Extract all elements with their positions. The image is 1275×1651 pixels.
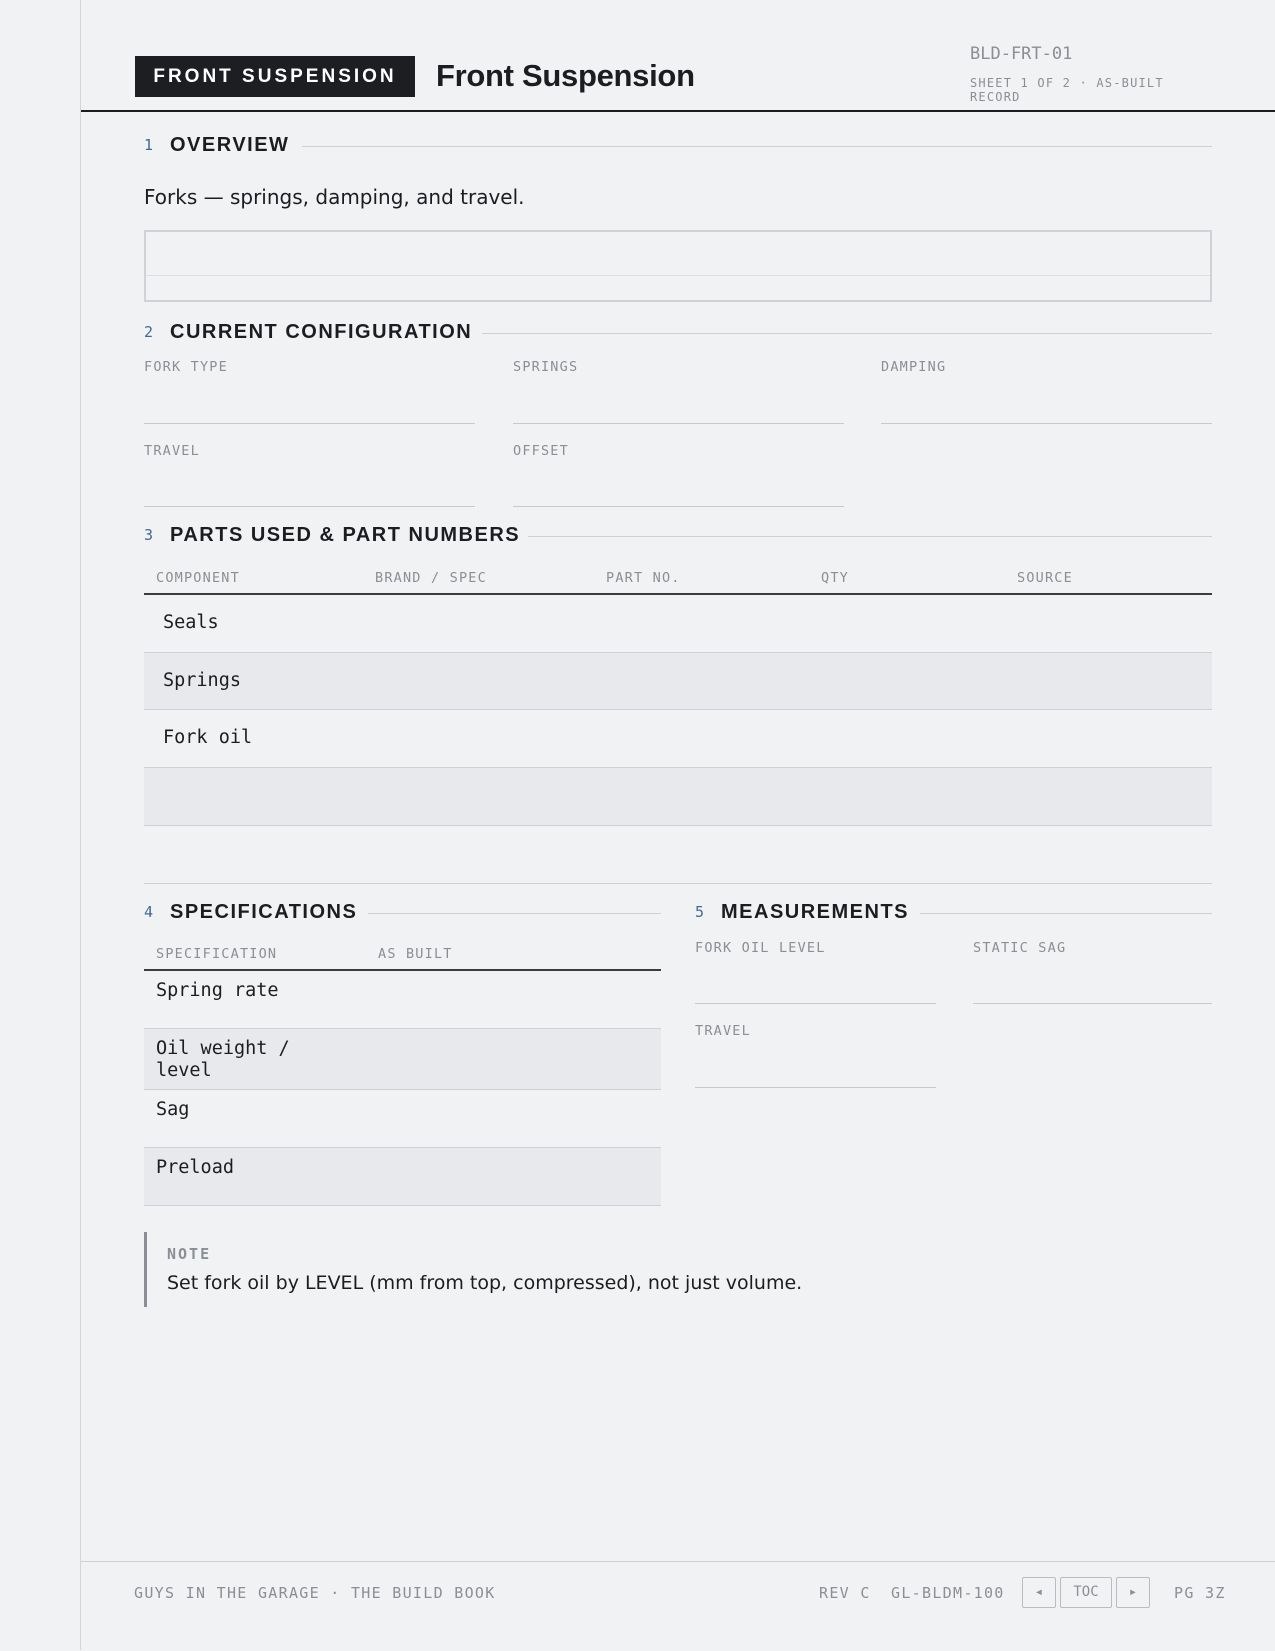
prev-page-button[interactable]: ◂ <box>1022 1577 1056 1608</box>
note-label: NOTE <box>167 1245 212 1263</box>
specs-table <box>144 946 661 1206</box>
page-footer <box>81 1561 1275 1651</box>
section-rule <box>920 913 1212 914</box>
note-callout <box>144 1232 847 1307</box>
field-underline <box>881 423 1212 424</box>
field-underline <box>973 1003 1212 1004</box>
spec-cell: Preload <box>156 1157 234 1178</box>
section-tag: FRONT SUSPENSION <box>135 56 415 97</box>
section-parts-heading <box>144 524 1212 548</box>
section-config-heading <box>144 321 1212 345</box>
column-header: SOURCE <box>1017 570 1073 586</box>
field-label: STATIC SAG <box>973 940 1067 956</box>
note-text: Set fork oil by LEVEL (mm from top, compressed), not just volume. <box>167 1272 803 1294</box>
column-header: QTY <box>821 570 849 586</box>
component-cell: Seals <box>163 612 219 633</box>
field-travel[interactable] <box>144 443 475 459</box>
section-title: CURRENT CONFIGURATION <box>170 321 473 343</box>
field-offset[interactable] <box>513 443 844 459</box>
footer-brand: GUYS IN THE GARAGE · THE BUILD BOOK <box>134 1584 496 1602</box>
column-header: SPECIFICATION <box>156 946 278 962</box>
overview-lead-text: Forks — springs, damping, and travel. <box>144 185 525 209</box>
table-row[interactable] <box>144 595 1212 653</box>
section-rule <box>482 333 1212 334</box>
field-damping[interactable] <box>881 359 1212 375</box>
spec-cell: Spring rate <box>156 980 279 1001</box>
table-row[interactable] <box>144 1148 661 1206</box>
field-static-sag[interactable] <box>973 940 1212 956</box>
section-title: OVERVIEW <box>170 134 290 156</box>
section-rule <box>368 913 661 914</box>
table-row[interactable] <box>144 653 1212 710</box>
table-row[interactable] <box>144 710 1212 768</box>
section-number: 3 <box>144 526 154 544</box>
section-number: 5 <box>695 903 705 921</box>
column-header: COMPONENT <box>156 570 240 586</box>
field-underline <box>144 423 475 424</box>
field-fork-type[interactable] <box>144 359 475 375</box>
page-number: PG 3Z <box>1174 1584 1226 1602</box>
page-header <box>81 0 1275 112</box>
section-measurements-heading <box>695 901 1212 925</box>
field-label: SPRINGS <box>513 359 579 375</box>
field-travel-measured[interactable] <box>695 1023 936 1039</box>
table-row[interactable] <box>144 971 661 1029</box>
field-label: TRAVEL <box>144 443 200 459</box>
section-title: PARTS USED & PART NUMBERS <box>170 524 521 546</box>
field-label: DAMPING <box>881 359 947 375</box>
section-divider <box>144 883 1212 884</box>
component-cell: Fork oil <box>163 727 253 748</box>
parts-table <box>144 570 1212 826</box>
notes-line <box>146 275 1210 276</box>
field-label: FORK OIL LEVEL <box>695 940 826 956</box>
table-row[interactable] <box>144 1090 661 1148</box>
page-title: Front Suspension <box>436 58 695 93</box>
section-title: SPECIFICATIONS <box>170 901 358 923</box>
spec-cell: Oil weight / level <box>156 1038 290 1081</box>
section-number: 1 <box>144 136 154 154</box>
next-page-button[interactable]: ▸ <box>1116 1577 1150 1608</box>
table-row[interactable] <box>144 1029 661 1090</box>
section-overview-heading <box>144 134 1212 158</box>
document-id: BLD-FRT-01 <box>970 44 1073 64</box>
section-rule <box>528 536 1212 537</box>
section-specs-heading <box>144 901 661 925</box>
page-gutter-line <box>80 0 81 1650</box>
column-header: PART NO. <box>606 570 681 586</box>
field-label: FORK TYPE <box>144 359 228 375</box>
overview-notes-box[interactable] <box>144 230 1212 302</box>
revision-label: REV C <box>819 1584 871 1602</box>
field-fork-oil-level[interactable] <box>695 940 936 956</box>
field-underline <box>144 506 475 507</box>
section-title: MEASUREMENTS <box>721 901 910 923</box>
section-rule <box>302 146 1212 147</box>
field-label: TRAVEL <box>695 1023 751 1039</box>
spec-cell: Sag <box>156 1099 190 1120</box>
field-underline <box>513 423 844 424</box>
section-number: 2 <box>144 323 154 341</box>
table-row[interactable] <box>144 768 1212 826</box>
field-underline <box>513 506 844 507</box>
toc-button[interactable]: TOC <box>1060 1577 1112 1608</box>
section-number: 4 <box>144 903 154 921</box>
field-underline <box>695 1003 936 1004</box>
sheet-info: SHEET 1 OF 2 · AS-BUILT RECORD <box>970 76 1164 104</box>
document-code: GL-BLDM-100 <box>891 1584 1005 1602</box>
column-header: AS BUILT <box>378 946 453 962</box>
field-label: OFFSET <box>513 443 569 459</box>
column-header: BRAND / SPEC <box>375 570 487 586</box>
component-cell: Springs <box>163 670 241 691</box>
field-underline <box>695 1087 936 1088</box>
field-springs[interactable] <box>513 359 844 375</box>
